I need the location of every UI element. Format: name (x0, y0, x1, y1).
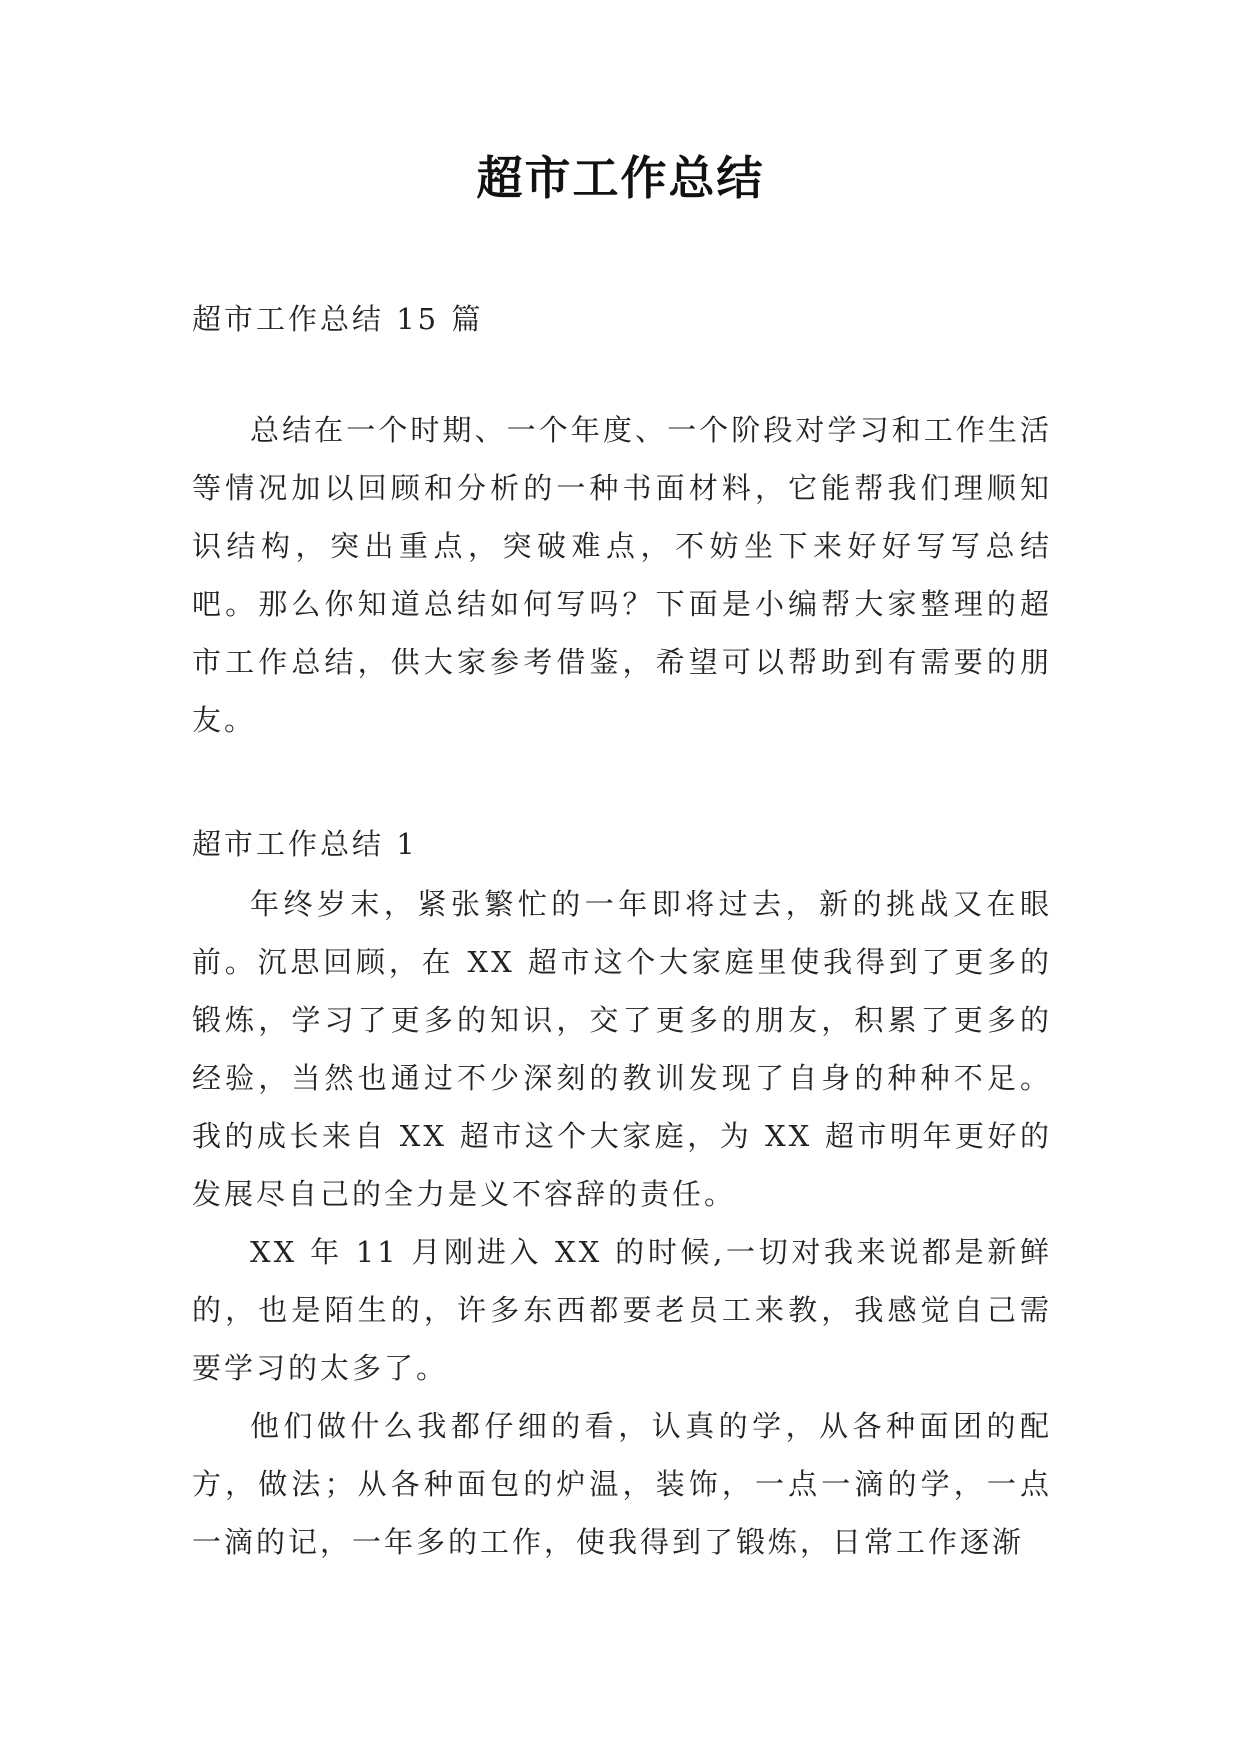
section-heading: 超市工作总结 1 (192, 827, 418, 861)
section-body (192, 875, 1052, 1571)
document-title: 超市工作总结 (476, 151, 765, 205)
intro-paragraph: 总结在一个时期、一个年度、一个阶段对学习和工作生活等情况加以回顾和分析的一种书面材料，它能帮我们理顺知识结构，突出重点，突破难点，不妨坐下来好好写写总结吧。那么你知道总结如何写吗？下面是小编帮大家整理的超市工作总结，供大家参考借鉴，希望可以帮助到有需要的朋友。 (192, 413, 1052, 737)
body-paragraph: XX 年 11 月刚进入 XX 的时候,一切对我来说都是新鲜的，也是陌生的，许多东西都要老员工来教，我感觉自己需要学习的太多了。 (192, 1235, 1052, 1385)
intro-section (192, 401, 1052, 749)
body-paragraph: 年终岁末，紧张繁忙的一年即将过去，新的挑战又在眼前。沉思回顾，在 XX 超市这个大家庭里使我得到了更多的锻炼，学习了更多的知识，交了更多的朋友，积累了更多的经验，当然也通过不少深刻的教训发现了自身的种种不足。我的成长来自 XX 超市这个大家庭，为 XX 超市明年更好的发展尽自己的全力是义不容辞的责任。 (192, 887, 1052, 1211)
body-paragraph: 他们做什么我都仔细的看，认真的学，从各种面团的配方，做法；从各种面包的炉温，装饰，一点一滴的学，一点一滴的记，一年多的工作，使我得到了锻炼，日常工作逐渐 (192, 1409, 1052, 1559)
document-subtitle: 超市工作总结 15 篇 (192, 302, 484, 336)
